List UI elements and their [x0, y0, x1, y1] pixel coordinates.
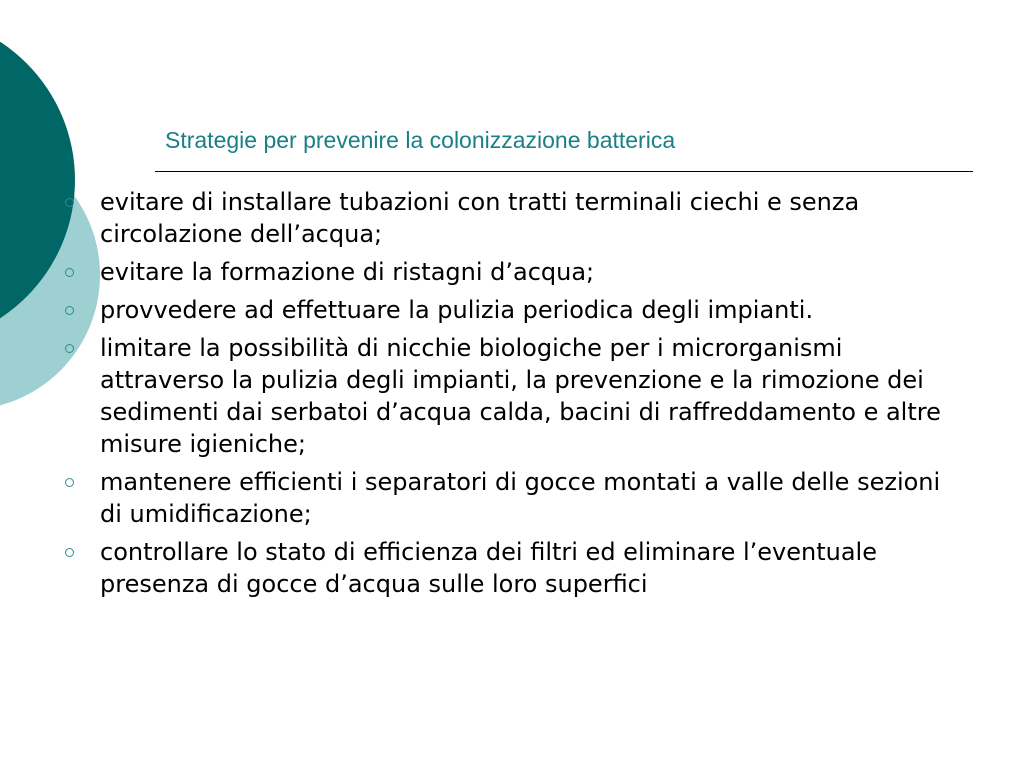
- bullet-text: provvedere ad effettuare la pulizia periodica degli impianti.: [100, 296, 814, 324]
- bullet-item: [62, 186, 962, 250]
- hollow-circle-bullet-icon: [65, 548, 74, 557]
- hollow-circle-bullet-icon: [65, 344, 74, 353]
- hollow-circle-bullet-icon: [65, 268, 74, 277]
- bullet-list: [62, 186, 962, 606]
- bullet-text: limitare la possibilità di nicchie biologiche per i microrganismi attraverso la pulizia degli impianti, la prevenzione e la rimozione dei sedimenti dai serbatoi d’acqua calda, bacini di raffreddamento e altre misure igieniche;: [100, 334, 941, 458]
- bullet-text: evitare di installare tubazioni con tratti terminali ciechi e senza circolazione dell’acqua;: [100, 188, 860, 248]
- bullet-text: controllare lo stato di efficienza dei filtri ed eliminare l’eventuale presenza di gocce d’acqua sulle loro superfici: [100, 538, 877, 598]
- hollow-circle-bullet-icon: [65, 198, 74, 207]
- bullet-item: [62, 536, 962, 600]
- bullet-text: mantenere efficienti i separatori di gocce montati a valle delle sezioni di umidificazione;: [100, 468, 941, 528]
- bullet-item: [62, 256, 962, 288]
- title-divider: [155, 171, 973, 172]
- bullet-item: [62, 294, 962, 326]
- slide-title: Strategie per prevenire la colonizzazione batterica: [165, 127, 676, 153]
- hollow-circle-bullet-icon: [65, 478, 74, 487]
- bullet-item: [62, 332, 962, 460]
- bullet-item: [62, 466, 962, 530]
- hollow-circle-bullet-icon: [65, 306, 74, 315]
- bullet-text: evitare la formazione di ristagni d’acqua;: [100, 258, 595, 286]
